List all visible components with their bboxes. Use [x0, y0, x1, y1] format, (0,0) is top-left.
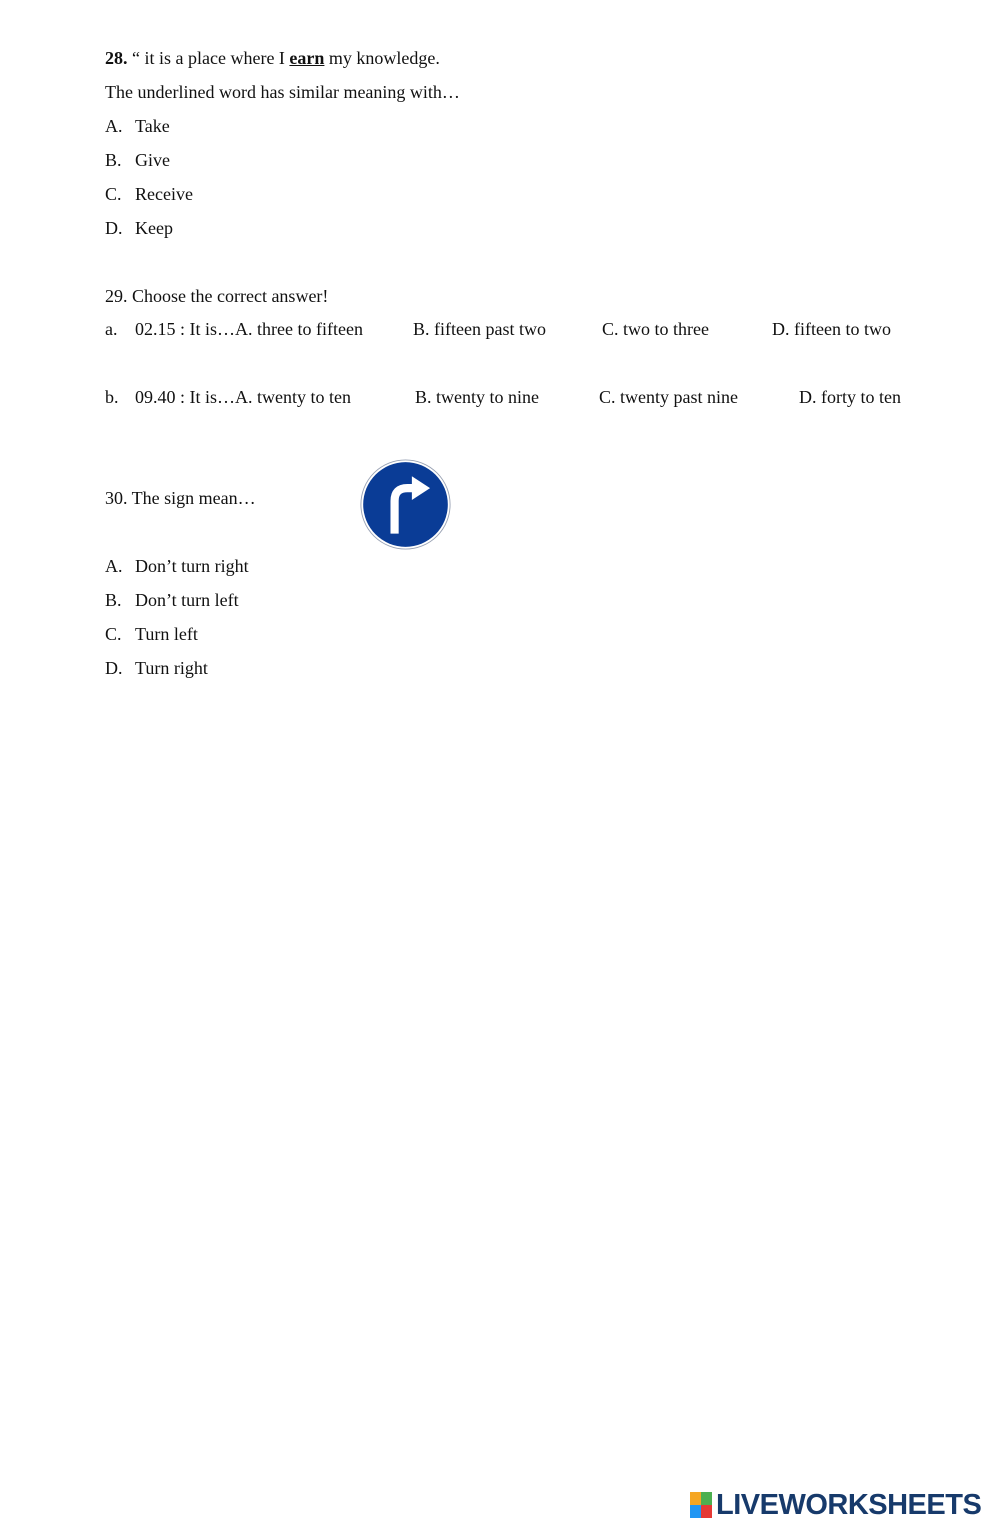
q28-underlined-word: earn [289, 48, 325, 68]
q28-text-after: my knowledge. [324, 48, 440, 68]
q28-option-c[interactable] [105, 183, 193, 205]
q29-b-option-b[interactable]: B. twenty to nine [415, 387, 539, 407]
option-text: Turn right [135, 658, 208, 678]
option-text: Don’t turn right [135, 556, 249, 576]
q28-stem [105, 47, 440, 69]
q28-option-a[interactable] [105, 115, 170, 137]
option-letter: B. [105, 150, 122, 170]
q29-a-row [105, 318, 363, 340]
q29-b-option-c[interactable]: C. twenty past nine [599, 387, 738, 407]
q30-option-c[interactable] [105, 623, 198, 645]
q30-option-b[interactable] [105, 589, 239, 611]
liveworksheets-logo [690, 1490, 981, 1520]
q28-prompt: The underlined word has similar meaning with… [105, 82, 460, 102]
q29-a-stem-option-a[interactable]: 02.15 : It is…A. three to fifteen [135, 319, 363, 339]
option-letter: D. [105, 218, 123, 238]
q29-b-row [105, 386, 351, 408]
option-text: Don’t turn left [135, 590, 239, 610]
option-text: Receive [135, 184, 193, 204]
q29-b-label: b. [105, 387, 119, 407]
option-text: Take [135, 116, 170, 136]
option-letter: A. [105, 556, 123, 576]
q30-option-d[interactable] [105, 657, 208, 679]
q29-title: 29. Choose the correct answer! [105, 286, 329, 306]
q29-b-option-d[interactable]: D. forty to ten [799, 387, 901, 407]
q30-option-a[interactable] [105, 555, 249, 577]
option-text: Keep [135, 218, 173, 238]
option-text: Turn left [135, 624, 198, 644]
option-letter: A. [105, 116, 123, 136]
q29-a-option-d[interactable]: D. fifteen to two [772, 319, 891, 339]
option-letter: C. [105, 184, 122, 204]
option-text: Give [135, 150, 170, 170]
option-letter: B. [105, 590, 122, 610]
q29-a-option-b[interactable]: B. fifteen past two [413, 319, 546, 339]
q29-a-label: a. [105, 319, 118, 339]
q30-title: 30. The sign mean… [105, 488, 256, 508]
option-letter: C. [105, 624, 122, 644]
q28-option-b[interactable] [105, 149, 170, 171]
q28-text-before: “ it is a place where I [127, 48, 290, 68]
q28-option-d[interactable] [105, 217, 173, 239]
option-letter: D. [105, 658, 123, 678]
turn-right-arrow-sign-icon [360, 459, 451, 550]
logo-text: LIVEWORKSHEETS [716, 1488, 982, 1521]
q28-number: 28. [105, 48, 128, 68]
q29-b-stem-option-a[interactable]: 09.40 : It is…A. twenty to ten [135, 387, 351, 407]
liveworksheets-logo-icon [690, 1492, 712, 1518]
q29-a-option-c[interactable]: C. two to three [602, 319, 709, 339]
